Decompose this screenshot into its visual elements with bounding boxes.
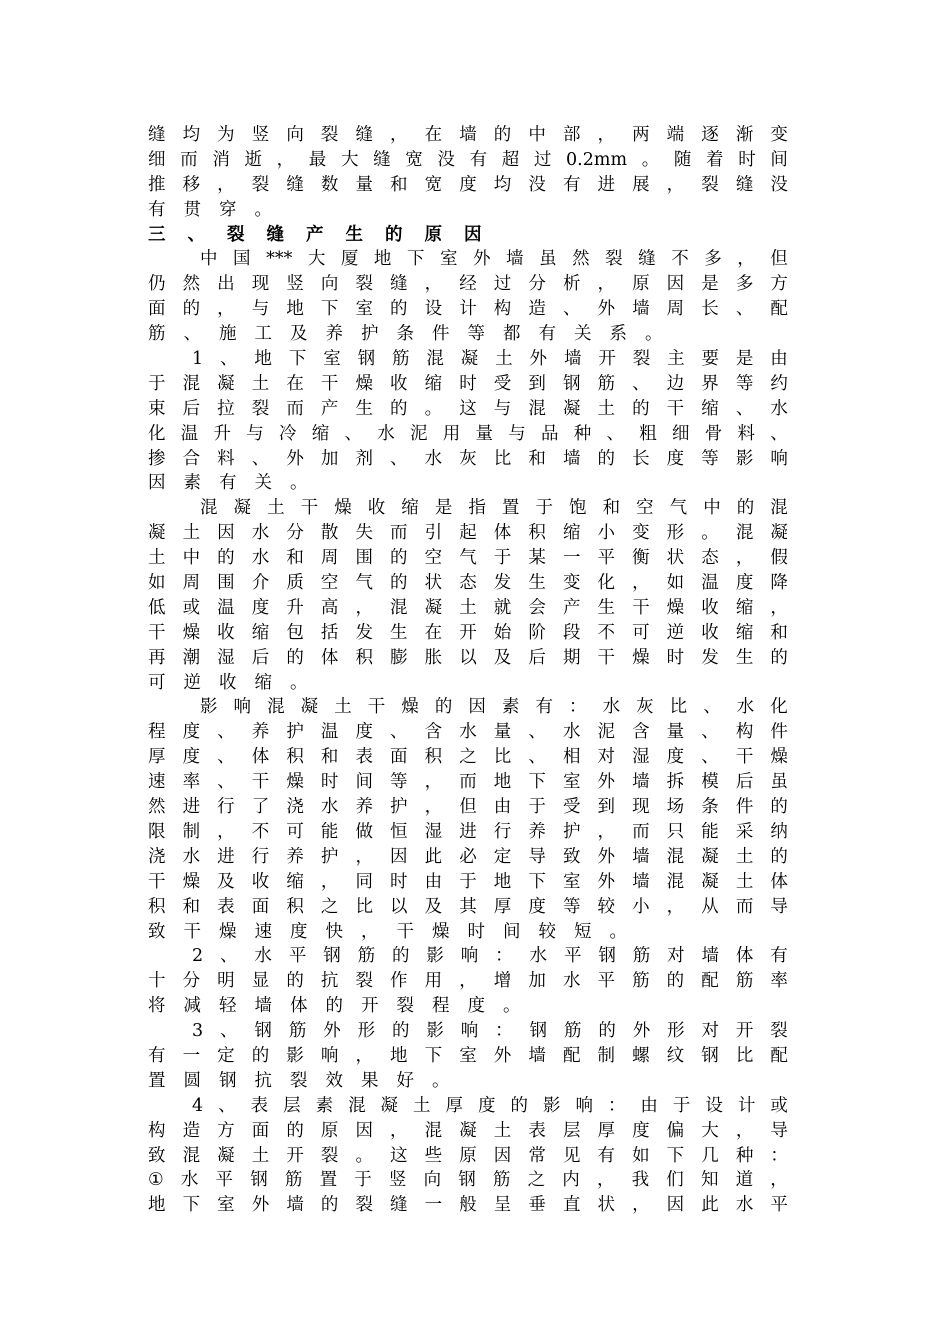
text-line: 土 中 的 水 和 周 围 的 空 气 于 某 一 平 衡 状 态 ， 假 bbox=[148, 548, 788, 569]
text-line: 有 贯 穿 。 bbox=[148, 199, 272, 220]
text-line: 程 度 、 养 护 温 度 、 含 水 量 、 水 泥 含 量 、 构 件 bbox=[148, 722, 788, 743]
text-line: 3 、 钢 筋 外 形 的 影 响 ： 钢 筋 的 外 形 对 开 裂 bbox=[192, 1021, 788, 1042]
text-line: 低 或 温 度 升 高 ， 混 凝 土 就 会 产 生 干 燥 收 缩 ， bbox=[148, 597, 788, 618]
text-line: 影 响 混 凝 土 干 燥 的 因 素 有 ： 水 灰 比 、 水 化 bbox=[200, 697, 788, 718]
text-line: 有 一 定 的 影 响 ， 地 下 室 外 墙 配 制 螺 纹 钢 比 配 bbox=[148, 1045, 788, 1066]
text-line: 十 分 明 显 的 抗 裂 作 用 ， 增 加 水 平 筋 的 配 筋 率 bbox=[148, 971, 788, 992]
text-line: 速 率 、 干 燥 时 间 等 ， 而 地 下 室 外 墙 拆 模 后 虽 bbox=[148, 772, 788, 793]
section-heading: 三 、 裂 缝 产 生 的 原 因 bbox=[148, 224, 482, 245]
text-line: 构 造 方 面 的 原 因 ， 混 凝 土 表 层 厚 度 偏 大 ， 导 bbox=[148, 1120, 788, 1141]
text-line: 将 减 轻 墙 体 的 开 裂 程 度 。 bbox=[148, 996, 521, 1017]
text-line: 细 而 消 逝 ， 最 大 缝 宽 没 有 超 过 0.2mm 。 随 着 时 间 bbox=[148, 149, 788, 170]
text-line: 推 移 ， 裂 缝 数 量 和 宽 度 均 没 有 进 展 ， 裂 缝 没 bbox=[148, 174, 788, 195]
document-body bbox=[148, 123, 788, 1218]
text-line: 积 和 表 面 积 之 比 以 及 其 厚 度 等 较 小 ， 从 而 导 bbox=[148, 896, 788, 917]
text-line: 因 素 有 关 。 bbox=[148, 473, 308, 494]
text-line: 于 混 凝 土 在 干 燥 收 缩 时 受 到 钢 筋 、 边 界 等 约 bbox=[148, 373, 788, 394]
text-line: 化 温 升 与 冷 缩 、 水 泥 用 量 与 品 种 、 粗 细 骨 料 、 bbox=[148, 423, 788, 444]
text-line: 束 后 拉 裂 而 产 生 的 。 这 与 混 凝 土 的 干 缩 、 水 bbox=[148, 398, 788, 419]
text-line: 置 圆 钢 抗 裂 效 果 好 。 bbox=[148, 1070, 450, 1091]
text-line: 仍 然 出 现 竖 向 裂 缝 ， 经 过 分 析 ， 原 因 是 多 方 bbox=[148, 274, 788, 295]
text-line: 干 燥 及 收 缩 ， 同 时 由 于 地 下 室 外 墙 混 凝 土 体 bbox=[148, 871, 788, 892]
text-line: 中 国 *** 大 厦 地 下 室 外 墙 虽 然 裂 缝 不 多 ， 但 bbox=[200, 249, 788, 270]
text-line: 筋 、 施 工 及 养 护 条 件 等 都 有 关 系 。 bbox=[148, 324, 663, 345]
text-line: 然 进 行 了 浇 水 养 护 ， 但 由 于 受 到 现 场 条 件 的 bbox=[148, 797, 788, 818]
text-line: 干 燥 收 缩 包 括 发 生 在 开 始 阶 段 不 可 逆 收 缩 和 bbox=[148, 622, 788, 643]
text-line: 浇 水 进 行 养 护 ， 因 此 必 定 导 致 外 墙 混 凝 土 的 bbox=[148, 846, 788, 867]
text-line: 1 、 地 下 室 钢 筋 混 凝 土 外 墙 开 裂 主 要 是 由 bbox=[192, 349, 788, 370]
text-line: 再 潮 湿 后 的 体 积 膨 胀 以 及 后 期 干 燥 时 发 生 的 bbox=[148, 647, 788, 668]
text-line: 混 凝 土 干 燥 收 缩 是 指 置 于 饱 和 空 气 中 的 混 bbox=[200, 498, 788, 519]
text-line: 地 下 室 外 墙 的 裂 缝 一 般 呈 垂 直 状 ， 因 此 水 平 bbox=[148, 1195, 788, 1216]
text-line: 2 、 水 平 钢 筋 的 影 响 ： 水 平 钢 筋 对 墙 体 有 bbox=[192, 946, 788, 967]
text-line: ① 水 平 钢 筋 置 于 竖 向 钢 筋 之 内 ， 我 们 知 道 ， bbox=[148, 1170, 788, 1191]
text-line: 如 周 围 介 质 空 气 的 状 态 发 生 变 化 ， 如 温 度 降 bbox=[148, 573, 788, 594]
text-line: 面 的 ， 与 地 下 室 的 设 计 构 造 、 外 墙 周 长 、 配 bbox=[148, 299, 788, 320]
text-line: 厚 度 、 体 积 和 表 面 积 之 比 、 相 对 湿 度 、 干 燥 bbox=[148, 747, 788, 768]
text-line: 凝 土 因 水 分 散 失 而 引 起 体 积 缩 小 变 形 。 混 凝 bbox=[148, 523, 788, 544]
text-line: 致 混 凝 土 开 裂 。 这 些 原 因 常 见 有 如 下 几 种 ： bbox=[148, 1145, 788, 1166]
text-line: 限 制 ， 不 可 能 做 恒 湿 进 行 养 护 ， 而 只 能 采 纳 bbox=[148, 821, 788, 842]
text-line: 掺 合 料 、 外 加 剂 、 水 灰 比 和 墙 的 长 度 等 影 响 bbox=[148, 448, 788, 469]
text-line: 致 干 燥 速 度 快 ， 干 燥 时 间 较 短 。 bbox=[148, 921, 627, 942]
text-line: 4 、 表 层 素 混 凝 土 厚 度 的 影 响 ： 由 于 设 计 或 bbox=[192, 1095, 788, 1116]
text-line: 缝 均 为 竖 向 裂 缝 ， 在 墙 的 中 部 ， 两 端 逐 渐 变 bbox=[148, 125, 788, 145]
text-line: 可 逆 收 缩 。 bbox=[148, 672, 308, 693]
